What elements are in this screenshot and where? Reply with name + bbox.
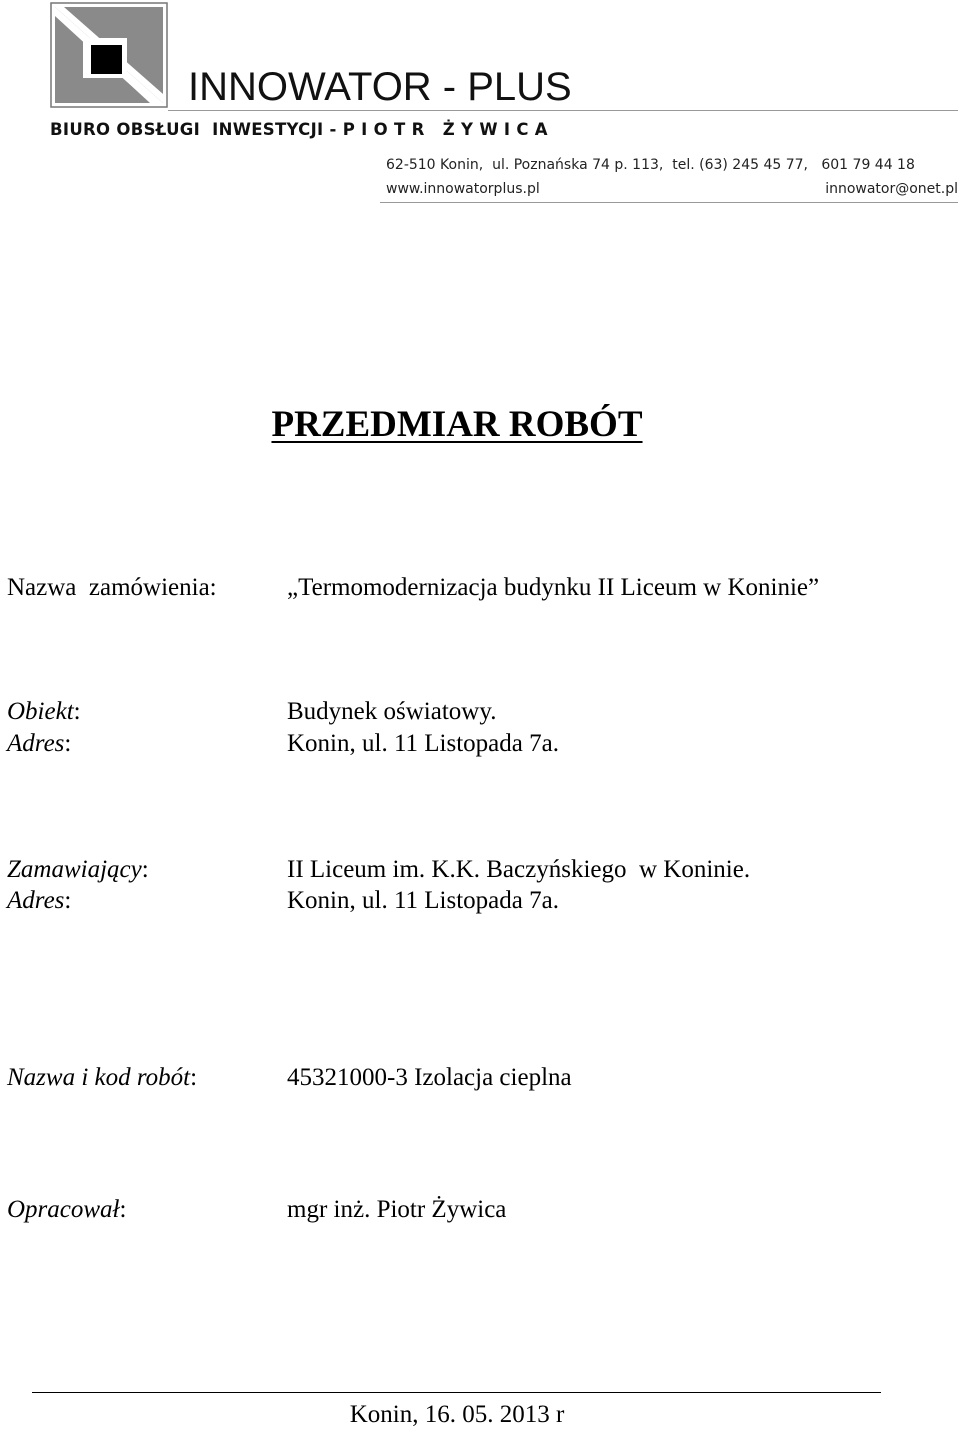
client-label: Zamawiający: (7, 856, 149, 883)
object-address-label: Adres: (7, 730, 72, 757)
client-address-value: Konin, ul. 11 Listopada 7a. (287, 887, 559, 914)
contact-divider (380, 202, 958, 203)
author-label: Opracował: (7, 1196, 127, 1223)
footer-divider (32, 1392, 881, 1393)
website-link[interactable]: www.innowatorplus.pl (386, 181, 540, 197)
company-name: INNOWATOR - PLUS (188, 65, 572, 109)
place-date: Konin, 16. 05. 2013 r (349, 1401, 565, 1428)
email-link[interactable]: innowator@onet.pl (825, 181, 958, 197)
contact-address-phone: 62-510 Konin, ul. Poznańska 74 p. 113, tel. (63) 245 45 77, 601 79 44 18 (386, 157, 915, 173)
work-code-value: 45321000-3 Izolacja cieplna (287, 1064, 572, 1091)
client-value: II Liceum im. K.K. Baczyńskiego w Koninie. (287, 856, 751, 883)
company-logo (50, 2, 168, 108)
client-address-label: Adres: (7, 887, 72, 914)
object-label: Obiekt: (7, 698, 81, 725)
work-code-label: Nazwa i kod robót: (7, 1064, 198, 1091)
header-divider (168, 110, 958, 111)
object-value: Budynek oświatowy. (287, 698, 497, 725)
order-name-value: „Termomodernizacja budynku II Liceum w Koninie” (287, 574, 820, 601)
author-value: mgr inż. Piotr Żywica (287, 1196, 507, 1223)
order-name-label: Nazwa zamówienia: (7, 574, 217, 601)
company-subtitle: BIURO OBSŁUGI INWESTYCJI - P I O T R Ż Y W I C A (50, 120, 548, 139)
object-address-value: Konin, ul. 11 Listopada 7a. (287, 730, 559, 757)
document-title: PRZEDMIAR ROBÓT (271, 404, 643, 445)
